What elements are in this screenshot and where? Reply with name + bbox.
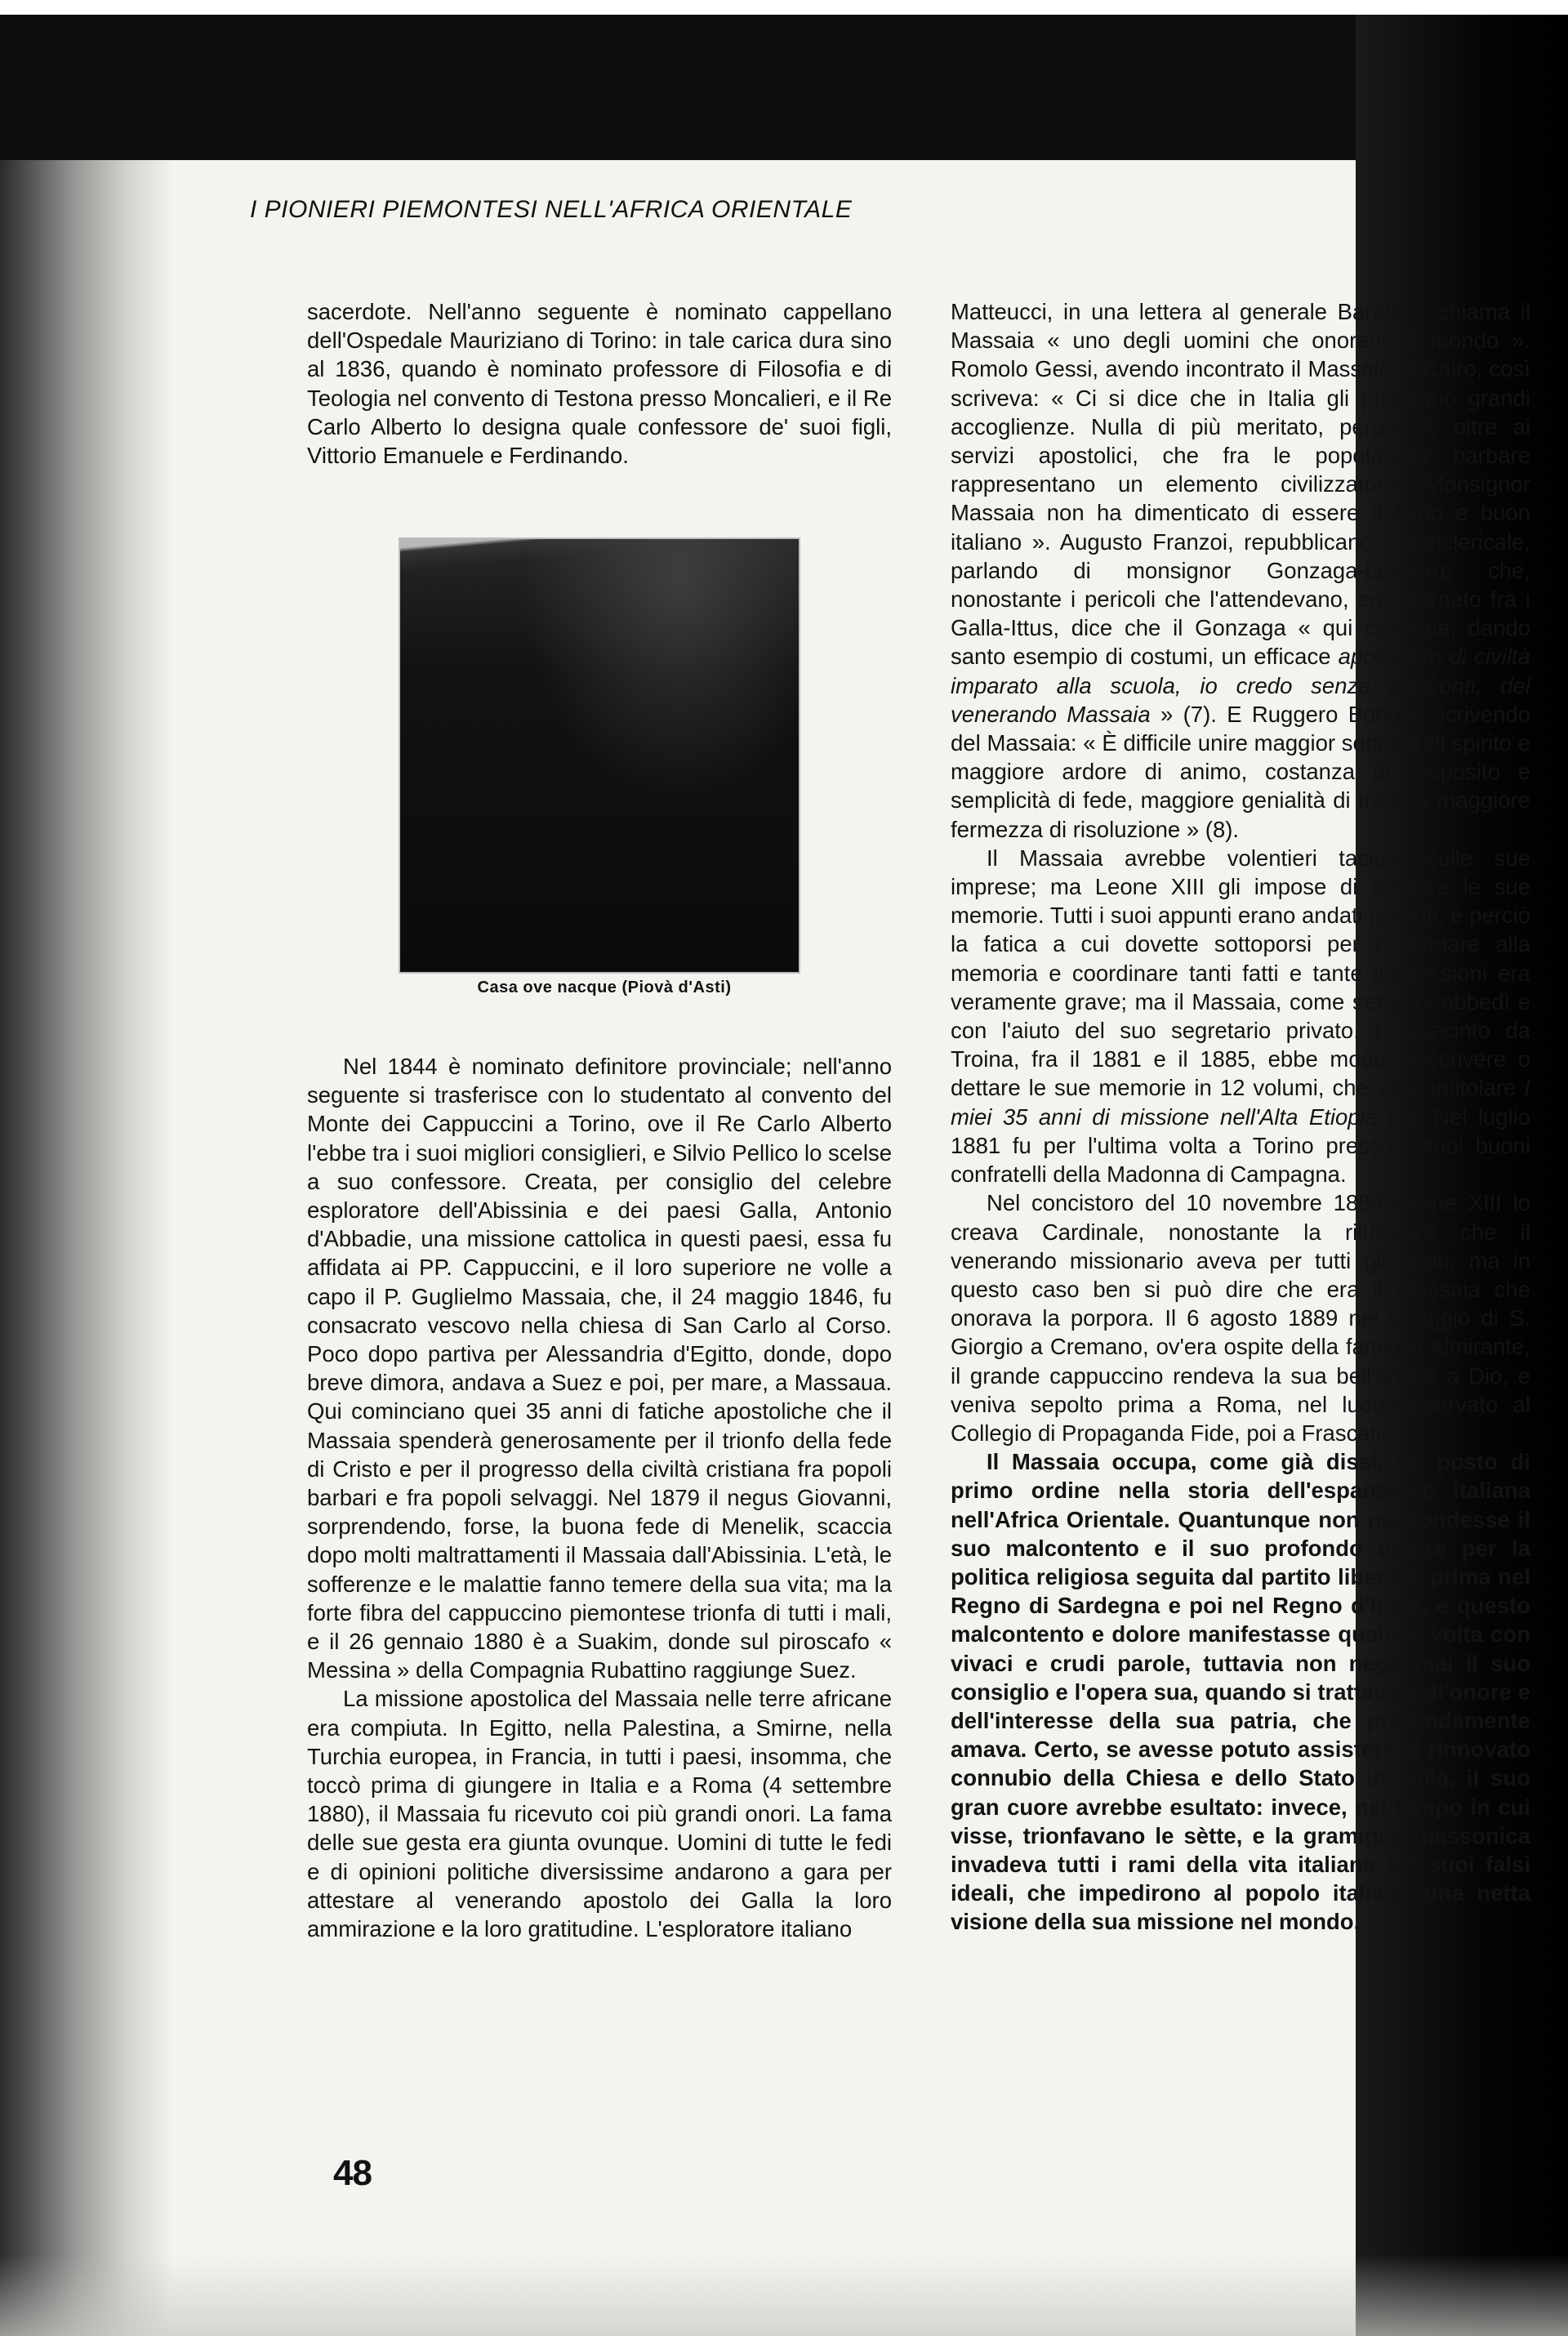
right-paragraph-1-tail: » (7). E Ruggero Bonghi, scrivendo del Massaia: « È difficile unire maggior sobrietà di spirito e maggiore ardore di animo, costanza di proposito e semplicità di fede, maggiore genialità di tratto e maggiore fermezza di risoluzione » (8). <box>951 701 1530 842</box>
scan-top-margin <box>0 0 1568 15</box>
right-paragraph-2-text: Il Massaia avrebbe volentieri taciuto sulle sue imprese; ma Leone XIII gli impose di scrivere le sue memorie. Tutti i suoi appunti erano andati perduti, e perciò la fatica a cui dovette sottoporsi per richiamare alla memoria e coordinare tanti fatti e tante impressioni era veramente grave; ma il Massaia, come sempre, obbedì e con l'aiuto del suo segretario privato, P. Giacinto da Troina, fra il 1881 e il 1885, ebbe modo di scrivere o dettare le sue memorie in 12 volumi, che volle intitolare <box>951 845 1530 1101</box>
scan-bottom-fade <box>0 2254 1568 2336</box>
right-paragraph-2 <box>951 844 1530 1188</box>
left-paragraph-2: Nel 1844 è nominato definitore provinciale; nell'anno seguente si trasferisce con lo studentato al convento del Monte dei Cappuccini a Torino, ove il Re Carlo Alberto l'ebbe tra i suoi migliori consiglieri, e Silvio Pellico lo scelse a suo confessore. Creata, per consiglio del celebre esploratore dell'Abissinia e dei paesi Galla, Antonio d'Abbadie, una missione cattolica in questi paesi, essa fu affidata ai PP. Cappuccini, e il loro superiore ne volle a capo il P. Guglielmo Massaia, che, il 24 maggio 1846, fu consacrato vescovo nella chiesa di San Carlo al Corso. Poco dopo partiva per Alessandria d'Egitto, donde, dopo breve dimora, andava a Suez e poi, per mare, a Massaua. Qui cominciano quei 35 anni di fatiche apostoliche che il Massaia spenderà generosamente per il trionfo della fede di Cristo e per il progresso della civiltà cristiana fra popoli barbari e fra popoli selvaggi. Nel 1879 il negus Giovanni, sorprendendo, forse, la buona fede di Menelik, scaccia dopo molti maltrattamenti il Massaia dall'Abissinia. L'età, le sofferenze e le malattie fanno temere della sua vita; ma la forte fibra del cappuccino piemontese trionfa di tutti i mali, e il 26 gennaio 1880 è a Suakim, donde sul piroscafo « Messina » della Compagnia Rubattino raggiunge Suez. <box>307 1054 892 1683</box>
right-column <box>951 297 1530 1937</box>
running-header: I PIONIERI PIEMONTESI NELL'AFRICA ORIENTALE <box>250 196 853 223</box>
right-paragraph-1-text: Matteucci, in una lettera al generale Baratieri, chiama il Massaia « uno degli uomini che onorano il mondo ». Romolo Gessi, avendo incontrato il Massaia al Cairo, così scriveva: « Ci si dice che in Italia gli preparino grandi accoglienze. Nulla di più meritato, perocchè, oltre ai servizi apostolici, che fra le popolazioni barbare rappresentano un elemento civilizzatore, Monsignor Massaia non ha dimenticato di essere italiano e buon italiano ». Augusto Franzoi, repubblicano e anticlericale, parlando di monsignor Gonzaga-Lasserre che, nonostante i pericoli che l'attendevano, era ritornato fra i Galla-Ittus, dice che il Gonzaga « qui continua, dando santo esempio di costumi, un efficace <box>951 299 1530 670</box>
house-photo <box>399 537 800 974</box>
photo-caption: Casa ove nacque (Piovà d'Asti) <box>477 979 732 996</box>
left-column <box>307 297 892 470</box>
memoir-title-italic: I miei 35 anni di missione nell'Alta Etiopia <box>951 1075 1530 1130</box>
page-number: 48 <box>333 2153 372 2193</box>
right-paragraph-2-tail: (9). Nel luglio 1881 fu per l'ultima volta a Torino presso i suoi buoni confratelli della Madonna di Campagna. <box>951 1103 1530 1188</box>
left-column-lower <box>307 1052 892 1943</box>
photo-roofline <box>400 539 799 613</box>
scan-top-shadow <box>0 15 1356 160</box>
left-paragraph-3: La missione apostolica del Massaia nelle terre africane era compiuta. In Egitto, nella Palestina, a Smirne, nella Turchia europea, in Francia, in tutti i paesi, insomma, che toccò prima di giungere in Italia e a Roma (4 settembre 1880), il Massaia fu ricevuto coi più grandi onori. La fama delle sue gesta era giunta ovunque. Uomini di tutte le fedi e di opinioni politiche diversissime andarono a gara per attestare al venerando apostolo dei Galla la loro ammirazione e la loro gratitudine. L'esploratore italiano <box>307 1686 892 1942</box>
book-gutter-shadow <box>0 160 172 2336</box>
right-paragraph-1 <box>951 297 1530 844</box>
right-paragraph-3: Nel concistoro del 10 novembre 1884 Leone XIII lo creava Cardinale, nonostante la riluttanza che il venerando missionario aveva per tutti gli onori; ma in questo caso ben si può dire che era il Massaia che onorava la porpora. Il 6 agosto 1889 nel villaggio di S. Giorgio a Cremano, ov'era ospite della famiglia Almirante, il grande cappuccino rendeva la sua bell'anima a Dio, e veniva sepolto prima a Roma, nel luogo riservato al Collegio di Propaganda Fide, poi a Frascati. <box>951 1190 1530 1446</box>
left-paragraph-1: sacerdote. Nell'anno seguente è nominato cappellano dell'Ospedale Mauriziano di Torino: in tale carica dura sino al 1836, quando è nominato professore di Filosofia e di Teologia nel convento di Testona presso Moncalieri, e il Re Carlo Alberto lo designa quale confessore de' suoi figli, Vittorio Emanuele e Ferdinando. <box>307 299 892 469</box>
franzoi-quote-italic: apostolato di civiltà imparato alla scuola, io credo senza confronti, del venerando Massaia <box>951 644 1530 727</box>
right-paragraph-4: Il Massaia occupa, come già dissi, un posto di primo ordine nella storia dell'espansione italiana nell'Africa Orientale. Quantunque non nascondesse il suo malcontento e il suo profondo dolore per la politica religiosa seguita dal partito liberale, prima nel Regno di Sardegna e poi nel Regno d'Italia, e questo malcontento e dolore manifestasse qualche volta con vivaci e crudi parole, tuttavia non negò mai il suo consiglio e l'opera sua, quando si trattava dell'onore e dell'interesse della sua patria, che profondamente amava. Certo, se avesse potuto assistere al rinnovato connubio della Chiesa e dello Stato in Italia, il suo gran cuore avrebbe esultato: invece, nel tempo in cui visse, trionfavano le sètte, e la gramigna massonica invadeva tutti i rami della vita italiana co' suoi falsi ideali, che impedirono al popolo italiano una netta visione della sua missione nel mondo. <box>951 1449 1530 1935</box>
